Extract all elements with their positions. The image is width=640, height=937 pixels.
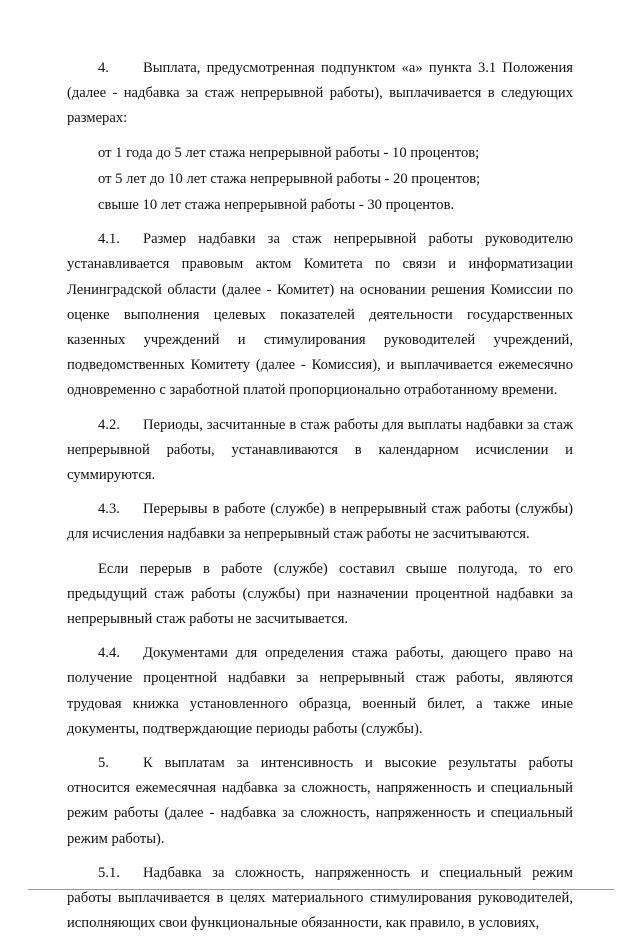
list-item: от 5 лет до 10 лет стажа непрерывной работы - 20 процентов; <box>98 170 481 187</box>
paragraph-text: Если перерыв в работе (службе) составил свыше полугода, то его предыдущий стаж работы (службы) при назначении процентной надбавки за непрерывный стаж работы не засчитывается. <box>67 560 573 628</box>
clause-number: 5. <box>98 755 109 772</box>
paragraph-text: Размер надбавки за стаж непрерывной работы руководителю устанавливается правовым актом Комитета по связи и информатизации Ленинградской области (далее - Комитет) на основании решения Комиссии по оценке выполнения целевых показателей деятельности государственных казенных учреждений и стимулирования руководителей учреждений, подведомственных Комитету (далее - Комиссия), и выплачивается ежемесячно одновременно с заработной платой пропорционально отработанному времени. <box>67 231 573 399</box>
paragraph-text: Периоды, засчитанные в стаж работы для выплаты надбавки за стаж непрерывной работы, устанавливаются в календарном исчислении и суммируются. <box>67 416 573 484</box>
paragraph-4-4 <box>67 641 573 742</box>
clause-number: 4.1. <box>98 231 120 248</box>
paragraph-4-3-continued <box>67 557 573 633</box>
paragraph-4-3 <box>67 497 573 547</box>
paragraph-5 <box>67 751 573 852</box>
document-page <box>67 56 573 937</box>
paragraph-4-1 <box>67 227 573 403</box>
clause-number: 4.4. <box>98 645 120 662</box>
clause-number: 5.1. <box>98 864 120 881</box>
rate-list <box>67 141 573 219</box>
paragraph-text: Документами для определения стажа работы, дающего право на получение процентной надбавки за непрерывный стаж работы, являются трудовая книжка установленного образца, военный билет, а также иные документы, подтверждающие периоды работы (службы). <box>67 645 573 737</box>
paragraph-text: К выплатам за интенсивность и высокие результаты работы относится ежемесячная надбавка за сложность, напряженность и специальный режим работы (далее - надбавка за сложность, напряженность и специальный режим работы). <box>67 755 573 847</box>
paragraph-5-1 <box>67 861 573 937</box>
clause-number: 4.3. <box>98 501 120 518</box>
clause-number: 4. <box>98 60 109 76</box>
paragraph-text: Выплата, предусмотренная подпунктом «а» пункта 3.1 Положения (далее - надбавка за стаж непрерывной работы), выплачивается в следующих размерах: <box>67 60 573 127</box>
paragraph-4-2 <box>67 413 573 489</box>
list-item: от 1 года до 5 лет стажа непрерывной работы - 10 процентов; <box>98 144 480 161</box>
page-bottom-rule <box>28 889 614 890</box>
paragraph-4 <box>67 56 573 132</box>
paragraph-text: Надбавка за сложность, напряженность и специальный режим работы выплачивается в целях материального стимулирования руководителей, исполняющих свои функциональные обязанности, как правило, в условиях, <box>67 864 573 932</box>
paragraph-text: Перерывы в работе (службе) в непрерывный стаж работы (службы) для исчисления надбавки за непрерывный стаж работы не засчитываются. <box>67 501 573 543</box>
clause-number: 4.2. <box>98 416 120 433</box>
list-item: свыше 10 лет стажа непрерывной работы - 30 процентов. <box>98 197 455 214</box>
